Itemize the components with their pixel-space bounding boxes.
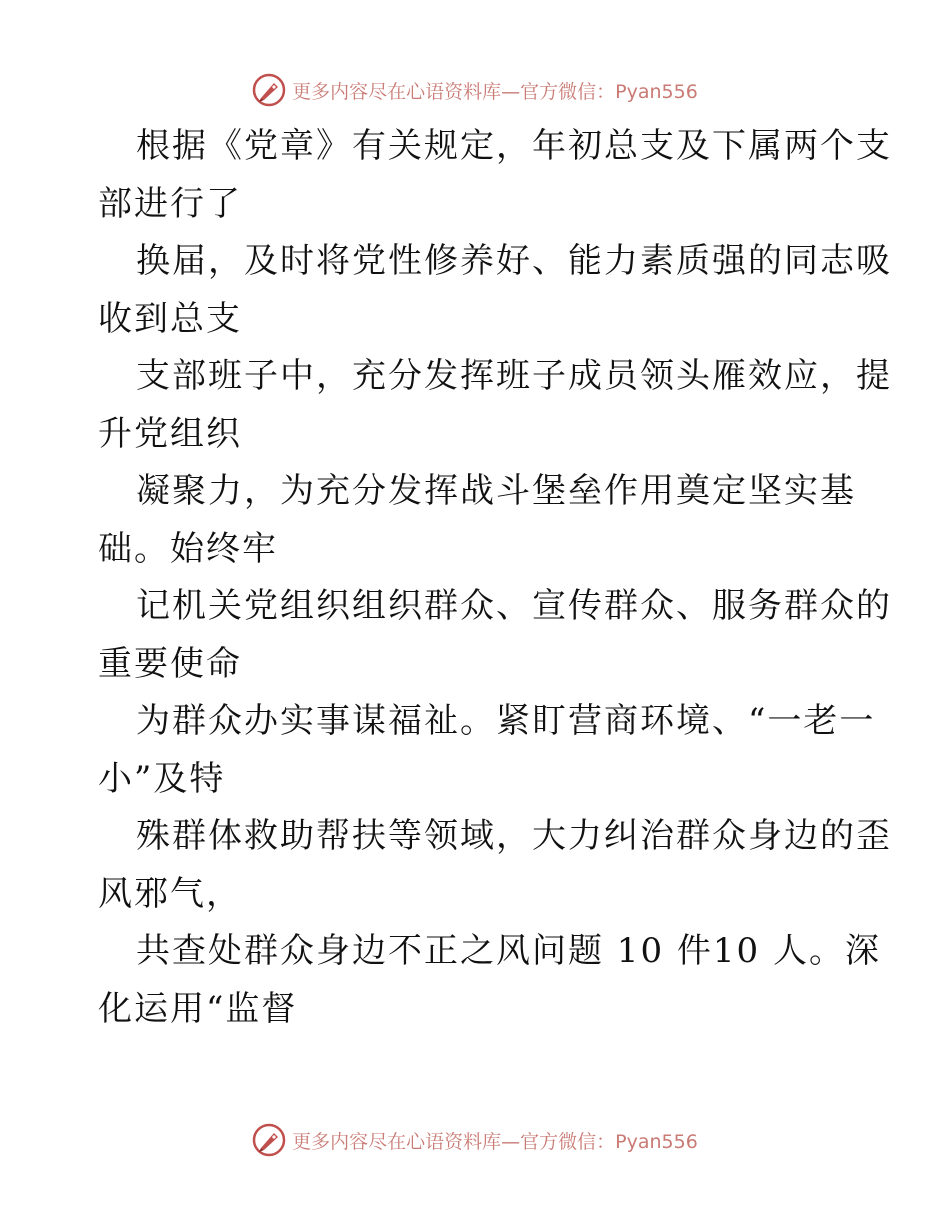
text-line: 共查处群众身边不正之风问题 10 件10 人。深	[136, 931, 881, 971]
pen-nib-logo-icon	[252, 73, 286, 107]
watermark-text: 更多内容尽在心语资料库—官方微信：Pyan556	[292, 1130, 698, 1153]
text-line: 根据《党章》有关规定，年初总支及下属两个支	[136, 126, 892, 166]
text-line: 收到总支	[98, 298, 242, 339]
text-line: 换届，及时将党性修养好、能力素质强的同志吸	[136, 241, 892, 281]
document-body	[98, 118, 892, 1038]
text-line: 重要使命	[98, 643, 242, 684]
pen-nib-logo-icon	[252, 1123, 286, 1157]
text-line: 部进行了	[98, 183, 242, 224]
text-line: 为群众办实事谋福祉。紧盯营商环境、“一老一	[136, 701, 876, 741]
text-line: 础。始终牢	[98, 528, 278, 569]
text-line: 化运用“监督	[98, 988, 298, 1029]
text-line: 凝聚力，为充分发挥战斗堡垒作用奠定坚实基	[136, 471, 856, 511]
text-line: 记机关党组织组织群众、宣传群众、服务群众的	[136, 586, 892, 626]
text-line: 殊群体救助帮扶等领域，大力纠治群众身边的歪	[136, 816, 892, 856]
text-line: 升党组织	[98, 413, 242, 454]
watermark-text: 更多内容尽在心语资料库—官方微信：Pyan556	[292, 80, 698, 103]
text-line: 支部班子中，充分发挥班子成员领头雁效应，提	[136, 356, 892, 396]
text-line: 风邪气，	[98, 873, 242, 914]
header-watermark	[0, 70, 950, 110]
text-line: 小”及特	[98, 758, 226, 799]
footer-watermark	[0, 1120, 950, 1160]
